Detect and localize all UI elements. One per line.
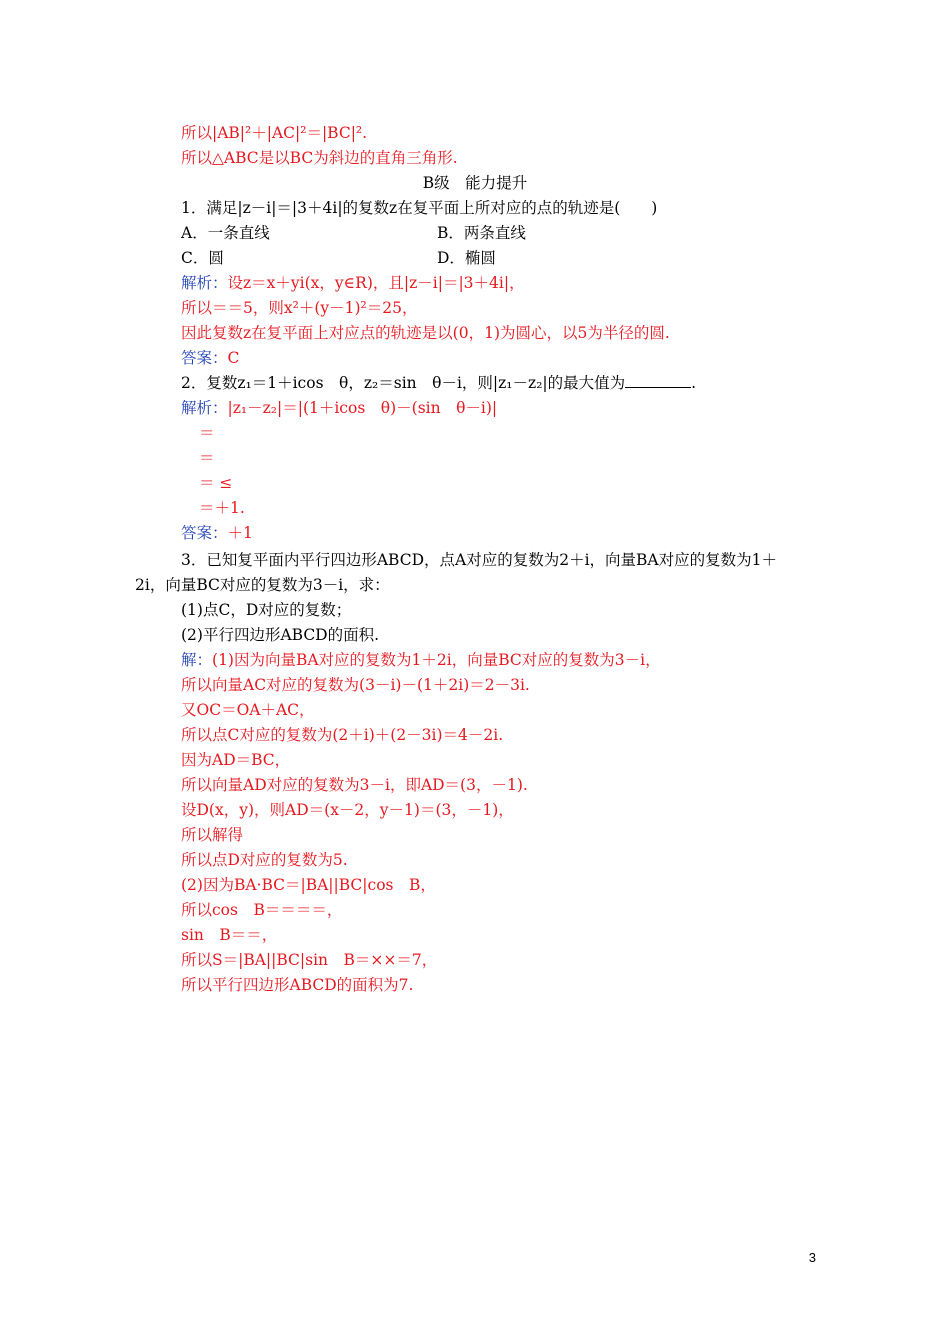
q3-step-3: 又OC＝OA＋AC， (181, 701, 315, 719)
q2-stem (181, 373, 696, 393)
q2-answer-blank (625, 373, 691, 388)
q2-answer-value: ＋1 (227, 524, 253, 542)
q1-option-a: A．一条直线 (181, 224, 270, 242)
q3-step-5: 因为AD＝BC， (181, 751, 291, 769)
q3-solution-text: (1)因为向量BA对应的复数为1＋2i，向量BC对应的复数为3－i， (212, 651, 661, 669)
q3-step-7: 设D(x，y)，则AD＝(x－2，y－1)＝(3，－1)， (181, 801, 514, 819)
q1-step-3: 因此复数z在复平面上对应点的轨迹是以(0，1)为圆心，以5为半径的圆. (181, 324, 670, 342)
q2-step-4: ＝ ≤ (199, 474, 233, 492)
q2-stem-text: 2．复数z₁＝1＋icos θ，z₂＝sin θ－i，则|z₁－z₂|的最大值为 (181, 374, 626, 392)
q1-analysis-text: 设z＝x＋yi(x，y∈R)，且|z－i|＝|3＋4i|， (227, 274, 525, 292)
q1-step-2: 所以＝＝5，则x²＋(y－1)²＝25， (181, 299, 418, 317)
q3-solution (181, 650, 661, 670)
q3-step-4: 所以点C对应的复数为(2＋i)＋(2－3i)＝4－2i. (181, 726, 504, 744)
q3-stem-1: 3．已知复平面内平行四边形ABCD，点A对应的复数为2＋i，向量BA对应的复数为1＋ (181, 551, 777, 569)
q2-step-2: ＝ (199, 424, 215, 442)
q2-analysis-text: |z₁－z₂|＝|(1＋icos θ)－(sin θ－i)| (227, 399, 498, 417)
q2-step-5: ＝＋1. (199, 499, 245, 517)
q1-analysis (181, 273, 525, 293)
q3-stem-2: 2i，向量BC对应的复数为3－i，求： (135, 576, 390, 594)
section-heading: B级 能力提升 (422, 174, 528, 192)
prev-conclusion-2: 所以△ABC是以BC为斜边的直角三角形. (181, 149, 458, 167)
q1-option-c: C．圆 (181, 249, 224, 267)
q3-step-9: 所以点D对应的复数为5. (181, 851, 348, 869)
q3-step-13: 所以S＝|BA||BC|sin B＝××＝7， (181, 951, 438, 969)
q3-step-8: 所以解得 (181, 826, 244, 844)
q1-option-d: D．椭圆 (437, 249, 496, 267)
q2-stem-end: . (691, 374, 697, 392)
q3-step-11: 所以cos B＝＝＝＝， (181, 901, 343, 919)
q1-answer-value: C (227, 349, 240, 367)
q3-step-12: sin B＝＝， (181, 926, 278, 944)
solution-label: 解： (181, 651, 213, 669)
q3-step-10: (2)因为BA·BC＝|BA||BC|cos B， (181, 876, 436, 894)
q2-answer (181, 523, 253, 543)
page-number: 3 (808, 1250, 816, 1265)
q3-part-2: (2)平行四边形ABCD的面积. (181, 626, 380, 644)
q3-step-2: 所以向量AC对应的复数为(3－i)－(1＋2i)＝2－3i. (181, 676, 530, 694)
q1-answer (181, 348, 239, 368)
prev-conclusion-1: 所以|AB|²＋|AC|²＝|BC|². (181, 124, 368, 142)
answer-label: 答案： (181, 349, 228, 367)
q2-analysis (181, 398, 497, 418)
answer-label: 答案： (181, 524, 228, 542)
q2-step-3: ＝ (199, 449, 215, 467)
q3-step-14: 所以平行四边形ABCD的面积为7. (181, 976, 414, 994)
q3-step-6: 所以向量AD对应的复数为3－i，即AD＝(3，－1). (181, 776, 528, 794)
q1-option-b: B．两条直线 (437, 224, 526, 242)
analysis-label: 解析： (181, 274, 228, 292)
analysis-label: 解析： (181, 399, 228, 417)
q3-part-1: (1)点C，D对应的复数； (181, 601, 352, 619)
q1-stem: 1．满足|z－i|＝|3＋4i|的复数z在复平面上所对应的点的轨迹是( ) (181, 199, 658, 217)
